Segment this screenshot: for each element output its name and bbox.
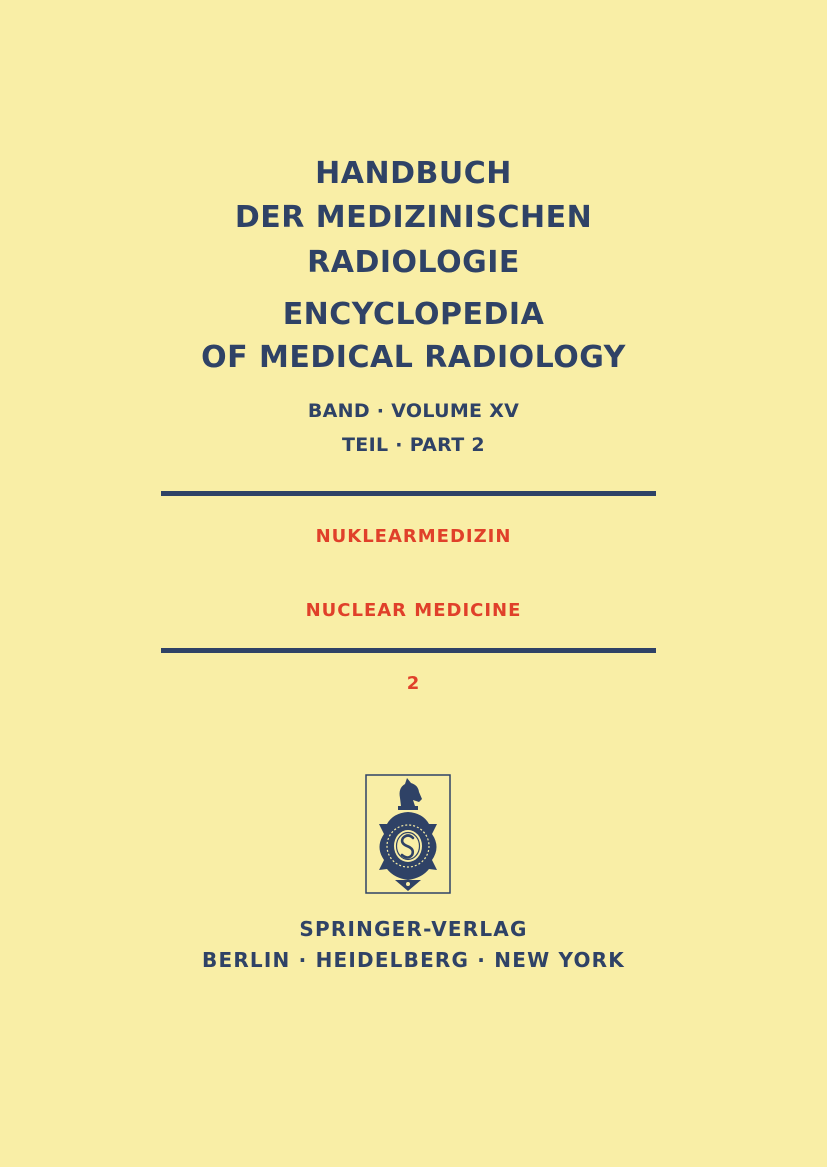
subject-en: NUCLEAR MEDICINE: [305, 600, 522, 621]
bottom-rule: [161, 648, 656, 653]
section-number: 2: [406, 673, 421, 694]
publisher-name: SPRINGER-VERLAG: [299, 917, 528, 941]
title-de-line-3: RADIOLOGIE: [307, 245, 520, 280]
top-rule: [161, 491, 656, 496]
title-en-line-2: OF MEDICAL RADIOLOGY: [201, 340, 626, 375]
springer-chess-knight-emblem-icon: [365, 774, 451, 894]
title-en-line-1: ENCYCLOPEDIA: [282, 297, 545, 332]
part-label: TEIL · PART 2: [342, 434, 485, 456]
title-de-line-2: DER MEDIZINISCHEN: [234, 200, 593, 235]
subject-de: NUKLEARMEDIZIN: [315, 526, 512, 547]
title-de-line-1: HANDBUCH: [315, 156, 512, 191]
publisher-cities: BERLIN · HEIDELBERG · NEW YORK: [202, 948, 625, 972]
volume-label: BAND · VOLUME XV: [307, 400, 520, 422]
